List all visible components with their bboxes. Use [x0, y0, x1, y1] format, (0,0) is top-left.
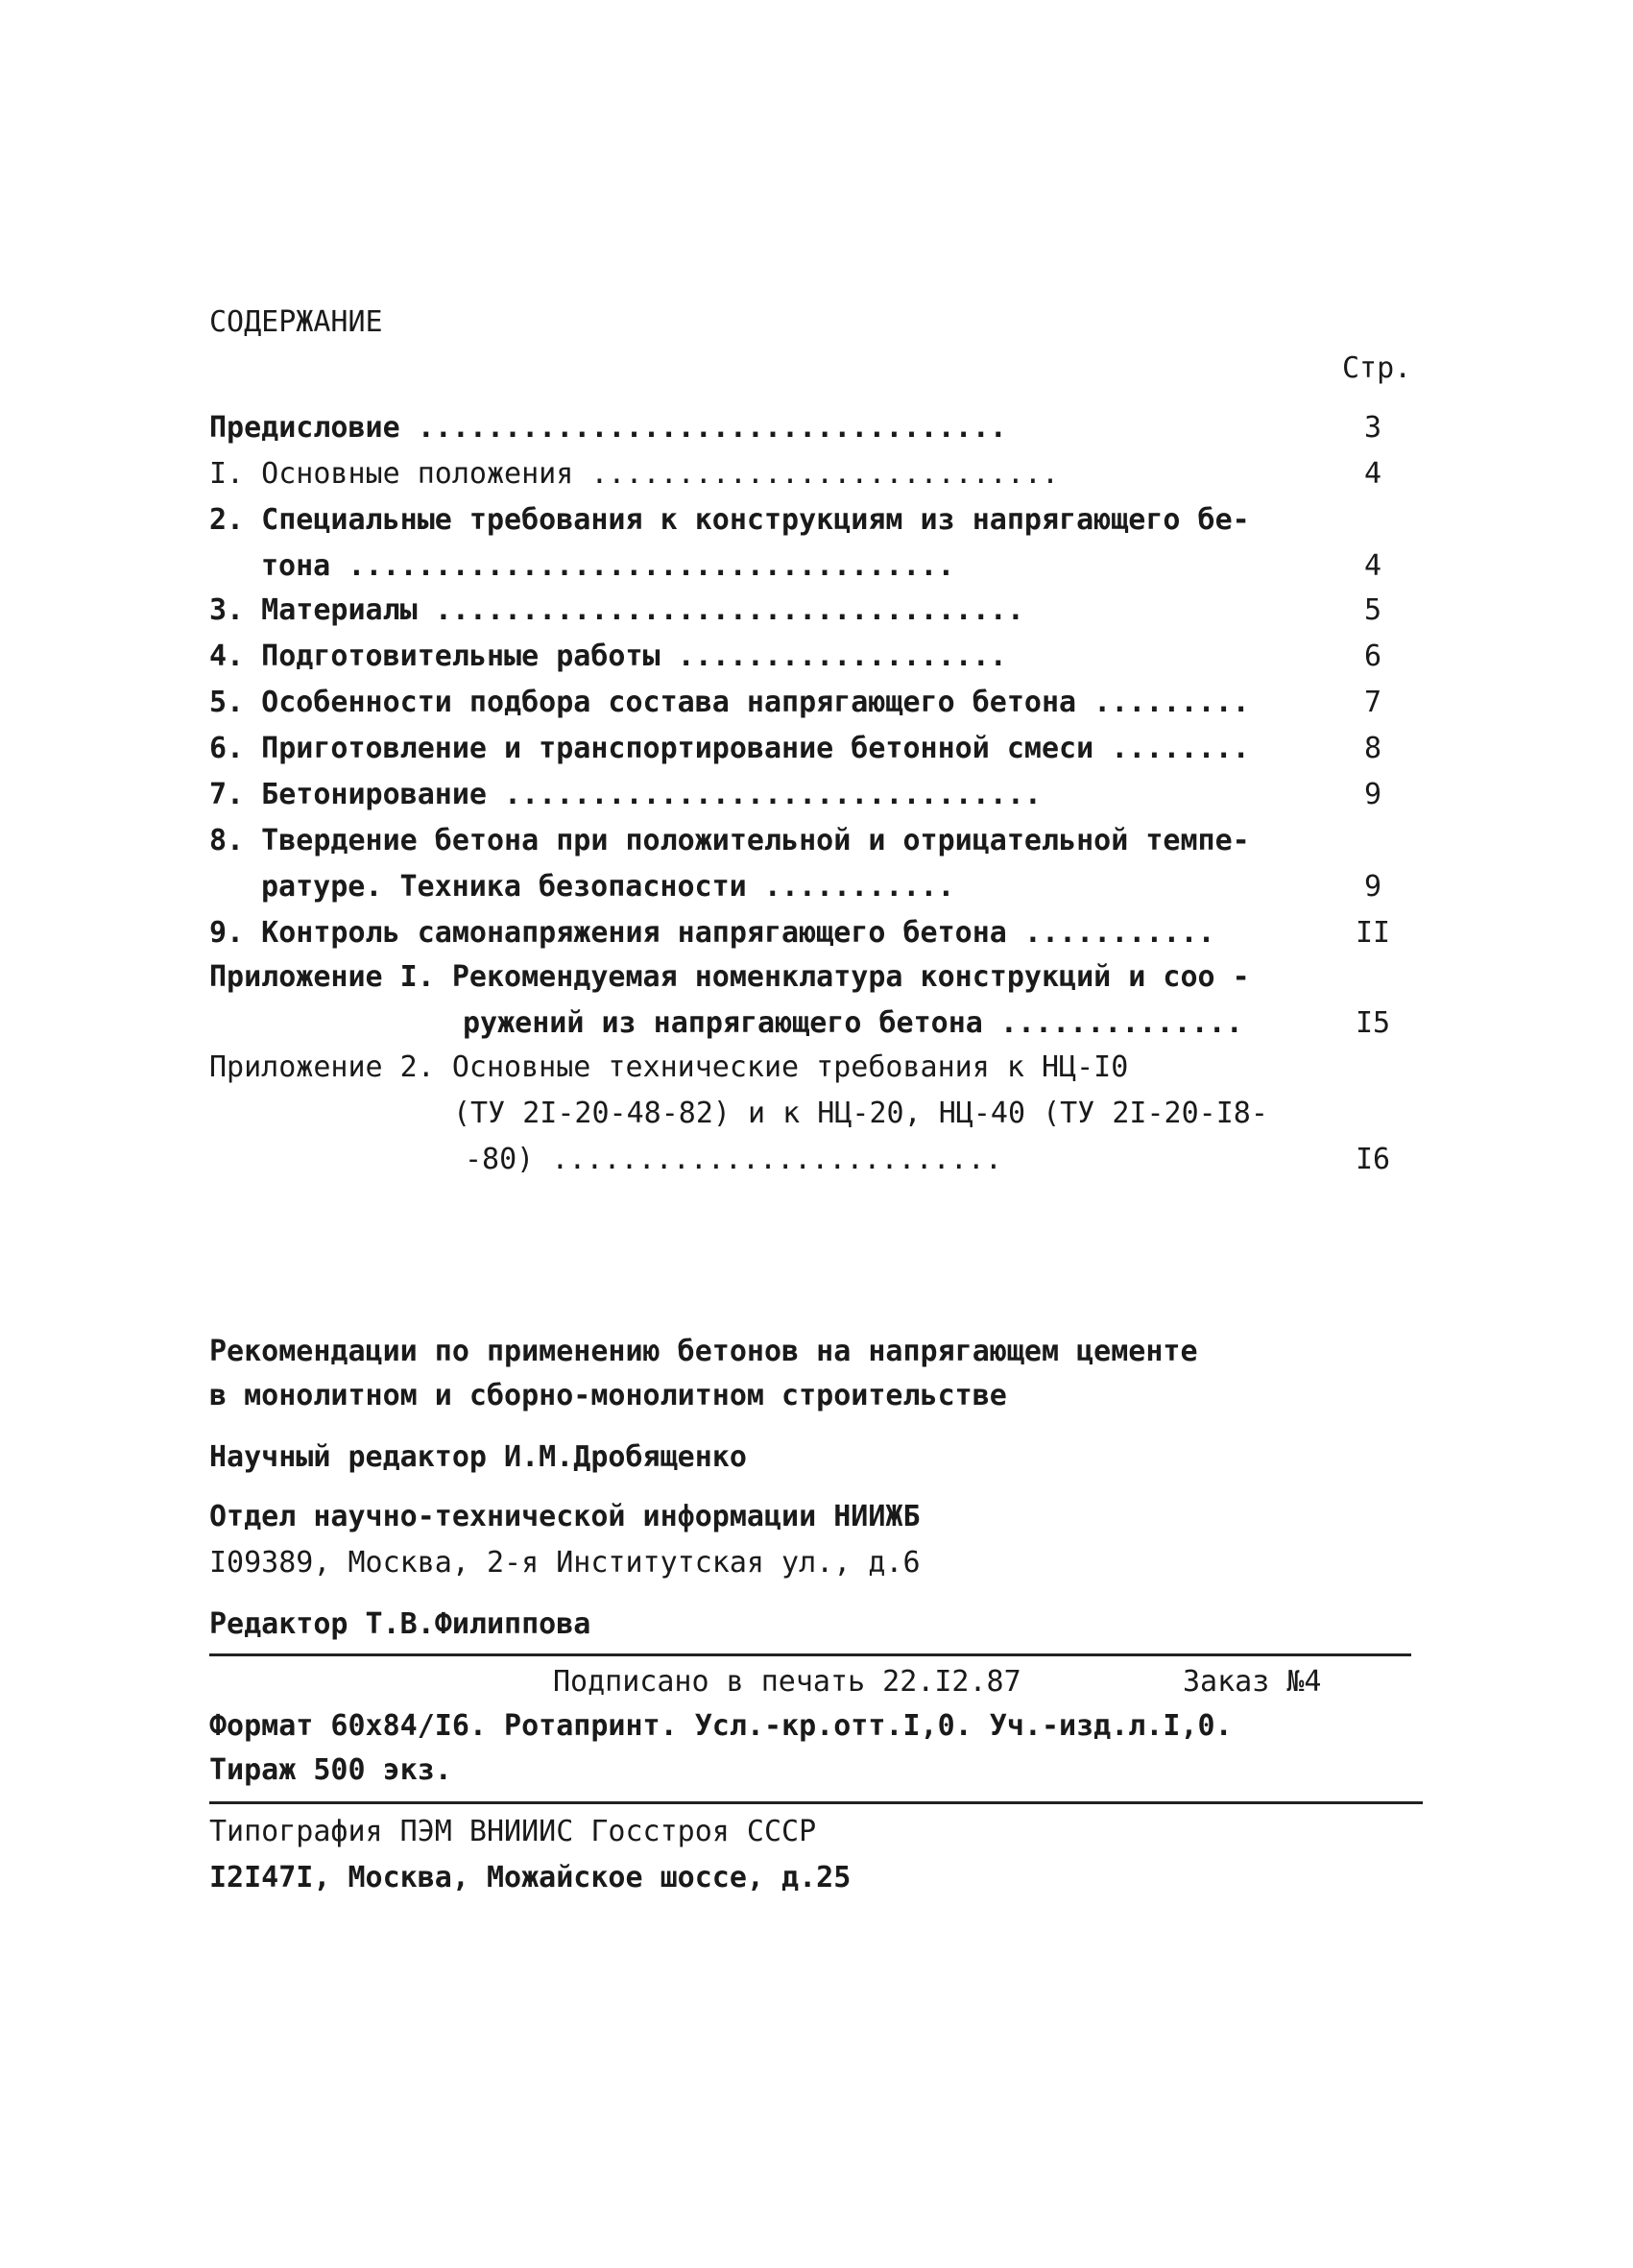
toc-entry-label: 5. Особенности подбора состава напрягающего бетона ......... [209, 686, 1250, 719]
toc-title: СОДЕРЖАНИЕ [209, 305, 383, 339]
signed-date: Подписано в печать 22.I2.87 [553, 1665, 1021, 1699]
imprint-title-line1: Рекомендации по применению бетонов на напрягающем цементе [209, 1335, 1198, 1368]
toc-entry-label: 3. Материалы .................................. [209, 593, 1024, 627]
printer-line2: I2I47I, Москва, Можайское шоссе, д.25 [209, 1861, 852, 1894]
toc-entry-page: 3 [1363, 411, 1382, 445]
toc-entry-page: I6 [1355, 1143, 1391, 1176]
printer-line1: Типография ПЭМ ВНИИИС Госстроя СССР [209, 1815, 817, 1848]
department-line1: Отдел научно-технической информации НИИЖБ [209, 1500, 921, 1533]
print-run: Тираж 500 экз. [209, 1753, 452, 1787]
toc-entry-label-line1: Приложение 2. Основные технические требования к НЦ-I0 [209, 1050, 1129, 1084]
toc-entry-page: 7 [1363, 686, 1382, 719]
toc-entry-label-line1: Приложение I. Рекомендуемая номенклатура конструкций и соо - [209, 960, 1250, 994]
toc-entry-page: 4 [1363, 457, 1382, 491]
toc-entry-label: 9. Контроль самонапряжения напрягающего бетона ........... [209, 916, 1215, 950]
toc-entry-label-line1: 2. Специальные требования к конструкциям из напрягающего бе- [209, 503, 1250, 537]
toc-entry-label: 4. Подготовительные работы ................... [209, 639, 1007, 673]
toc-entry-label: Предисловие .................................. [209, 411, 1007, 445]
toc-entry-label: I. Основные положения ........................... [209, 457, 1060, 491]
toc-entry-label-line1: 8. Твердение бетона при положительной и отрицательной темпе- [209, 824, 1250, 857]
toc-entry-page: 9 [1363, 870, 1382, 904]
toc-entry-label: тона ................................... [261, 549, 955, 583]
editor: Редактор Т.В.Филиппова [209, 1607, 591, 1641]
toc-entry-page: 6 [1363, 639, 1382, 673]
scientific-editor: Научный редактор И.М.Дробященко [209, 1440, 747, 1474]
divider-top [209, 1653, 1411, 1656]
toc-entry-page: II [1355, 916, 1391, 950]
toc-entry-page: 4 [1363, 549, 1382, 583]
toc-entry-label: ратуре. Техника безопасности ........... [261, 870, 955, 904]
toc-entry-label: 6. Приготовление и транспортирование бетонной смеси ........ [209, 732, 1250, 765]
format-line: Формат 60x84/I6. Ротапринт. Усл.-кр.отт.I,0. Уч.-изд.л.I,0. [209, 1709, 1233, 1743]
toc-entry-page: I5 [1355, 1006, 1391, 1040]
divider-bottom [209, 1801, 1423, 1804]
department-line2: I09389, Москва, 2-я Институтская ул., д.6 [209, 1546, 921, 1580]
toc-entry-label-line2: (ТУ 2I-20-48-82) и к НЦ-20, НЦ-40 (ТУ 2I-20-I8- [453, 1097, 1268, 1130]
order-number: Заказ №4 [1183, 1665, 1322, 1699]
toc-entry-page: 8 [1363, 732, 1382, 765]
imprint-title-line2: в монолитном и сборно-монолитном строительстве [209, 1379, 1007, 1412]
toc-entry-label: -80) .......................... [465, 1143, 1002, 1176]
toc-entry-label: ружений из напрягающего бетона .............. [463, 1006, 1243, 1040]
toc-entry-label: 7. Бетонирование ............................... [209, 778, 1042, 811]
toc-page-header: Стр. [1342, 351, 1412, 385]
toc-entry-page: 9 [1363, 778, 1382, 811]
toc-entry-page: 5 [1363, 593, 1382, 627]
